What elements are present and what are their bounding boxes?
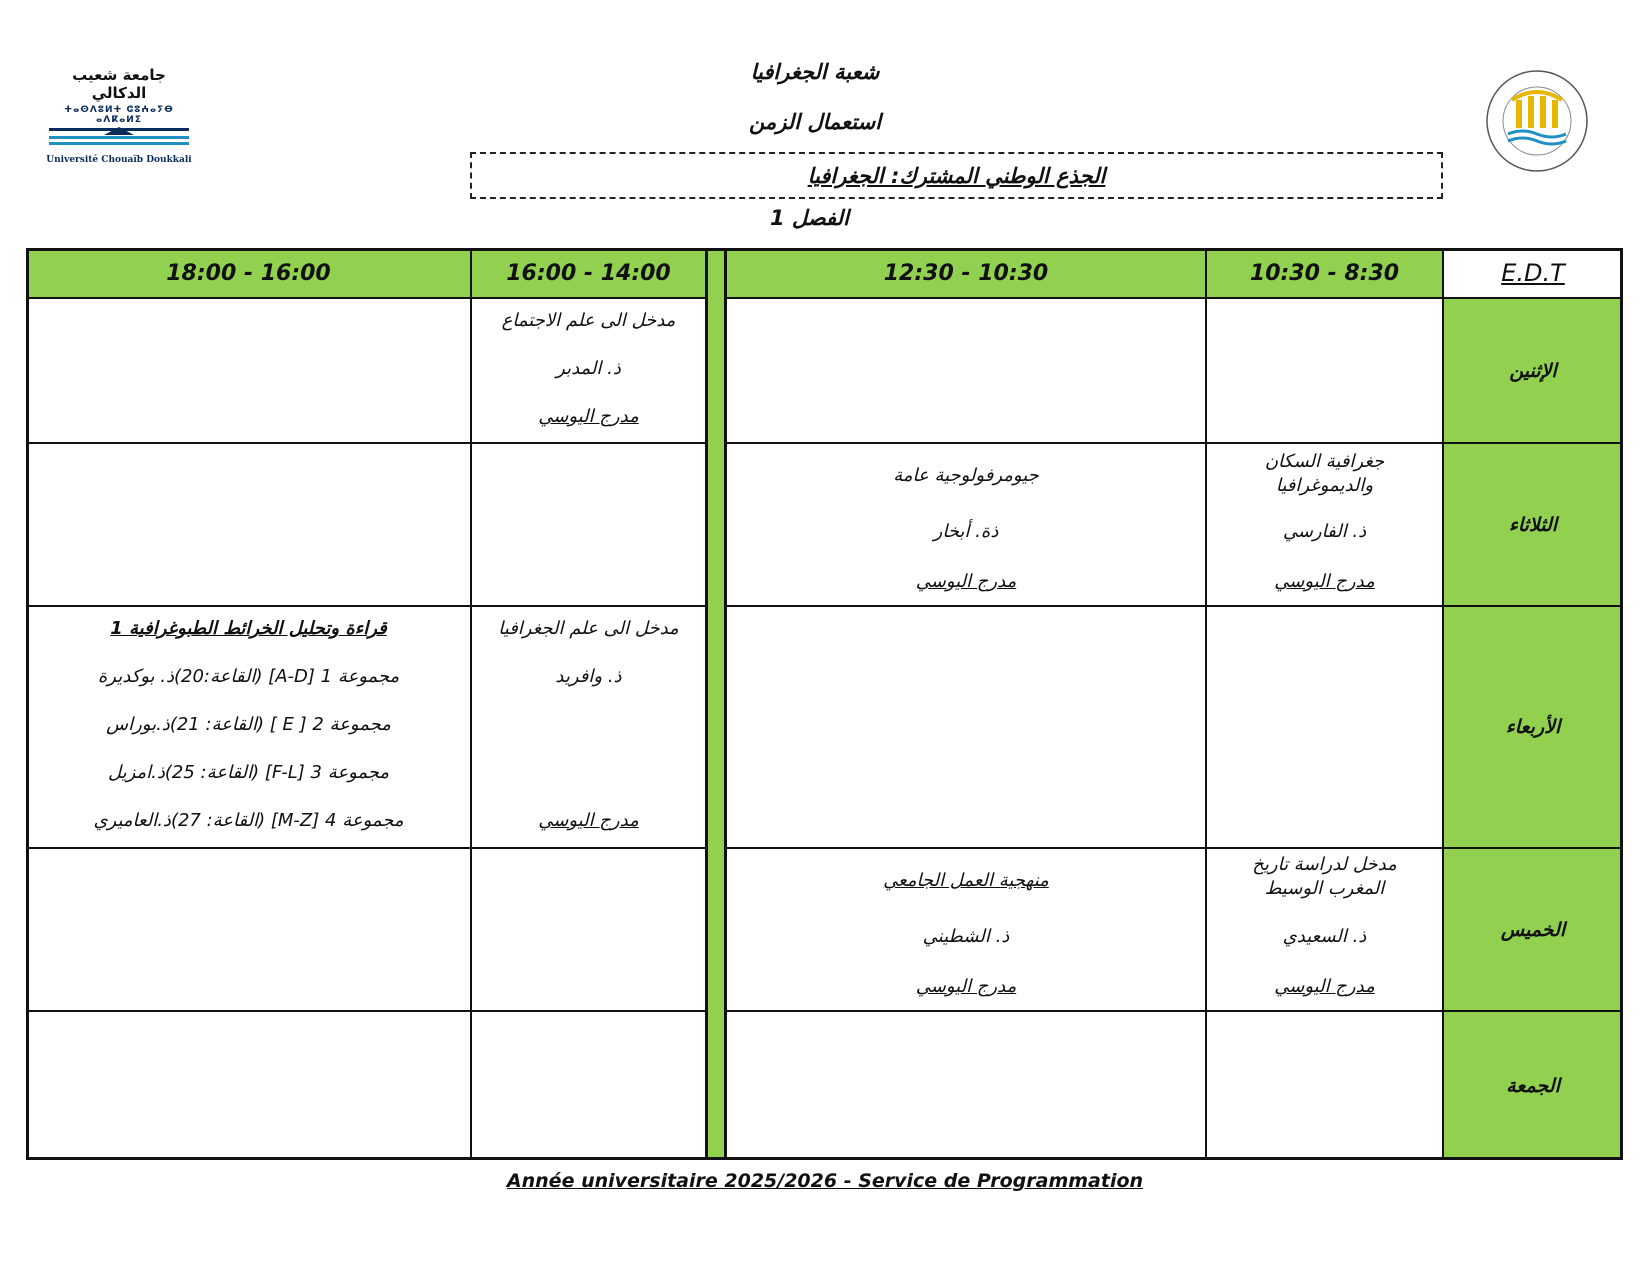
cell-tue-s4 [26,443,471,606]
course-name: قراءة وتحليل الخرائط الطبوغرافية 1 [110,618,387,639]
room-name: مدرج اليوسي [1274,571,1375,592]
cell-wed-s1 [1206,606,1443,848]
semester-label: الفصل 1 [770,206,849,230]
teacher-name: ذ. الشطيني [922,926,1010,947]
cell-fri-s1 [1206,1011,1443,1160]
day-tuesday: الثلاثاء [1443,443,1623,606]
slot-header-1: 10:30 - 8:30 [1206,248,1443,298]
cell-tue-s1 [1206,443,1443,606]
course-name: مدخل لدراسة تاريخ المغرب الوسيط [1252,854,1397,899]
slot-header-4: 18:00 - 16:00 [26,248,471,298]
room-name: مدرج اليوسي [915,976,1017,997]
cell-mon-s2 [726,298,1206,443]
teacher-name: ذ. وافريد [555,666,622,687]
edt-corner: E.D.T [1443,248,1623,298]
teacher-name: ذة. أبخار [933,521,999,542]
slot-header-3: 16:00 - 14:00 [471,248,706,298]
track-box [470,152,1443,199]
room-name: مدرج اليوسي [1274,976,1375,997]
day-monday: الإثنين [1443,298,1623,443]
course-name: جغرافية السكان والديموغرافيا [1264,451,1385,496]
university-name-fr: Université Chouaïb Doukkali [46,155,192,165]
room-name: مدرج اليوسي [915,571,1017,592]
day-thursday: الخميس [1443,848,1623,1011]
group-line: مجموعة 3 [F-L] (القاعة: 25)ذ.امزيل [107,762,390,783]
schedule-title: استعمال الزمن [748,110,882,134]
cell-fri-s2 [726,1011,1206,1160]
cell-fri-s3 [471,1011,706,1160]
cell-tue-s2 [726,443,1206,606]
room-name: مدرج اليوسي [538,810,639,831]
teacher-name: ذ. الفارسي [1282,521,1367,542]
group-line: مجموعة 1 [A-D] (القاعة:20)ذ. بوكديرة [97,666,400,687]
university-name-ar: جامعة شعيب الدكالي [72,66,166,102]
department-title: شعبة الجغرافيا [750,60,880,84]
group-line: مجموعة 2 [ E ] (القاعة: 21)ذ.بوراس [106,714,391,735]
track-title: الجذع الوطني المشترك: الجغرافيا [807,163,1106,188]
cell-mon-s4 [26,298,471,443]
room-name: مدرج اليوسي [538,406,639,427]
course-name: مدخل الى علم الاجتماع [501,310,676,331]
cell-tue-s3 [471,443,706,606]
cell-wed-s4 [26,606,471,848]
footer-note: Année universitaire 2025/2026 - Service de Programmation [506,1170,1144,1192]
cell-mon-s3 [471,298,706,443]
lunch-separator [706,248,726,1160]
cell-wed-s3 [471,606,706,848]
timetable [26,248,1623,1160]
course-name: جيومرفولوجية عامة [893,465,1039,486]
day-friday: الجمعة [1443,1011,1623,1160]
group-line: مجموعة 4 [M-Z] (القاعة: 27)ذ.العاميري [93,810,404,831]
day-wednesday: الأربعاء [1443,606,1623,848]
cell-thu-s1 [1206,848,1443,1011]
cell-fri-s4 [26,1011,471,1160]
cell-thu-s4 [26,848,471,1011]
cell-thu-s2 [726,848,1206,1011]
teacher-name: ذ. السعيدي [1282,926,1367,947]
cell-mon-s1 [1206,298,1443,443]
course-name: منهجية العمل الجامعي [883,870,1049,891]
slot-header-2: 12:30 - 10:30 [726,248,1206,298]
course-name: مدخل الى علم الجغرافيا [498,618,679,639]
university-name-tifinagh: ⵜⴰⵙⴷⵓⵍⵜ ⵛⵓⵄⴰⵢⴱ ⴰⴷⴽⴰⵍⵉ [64,105,174,125]
teacher-name: ذ. المدبر [556,358,621,379]
cell-thu-s3 [471,848,706,1011]
cell-wed-s2 [726,606,1206,848]
